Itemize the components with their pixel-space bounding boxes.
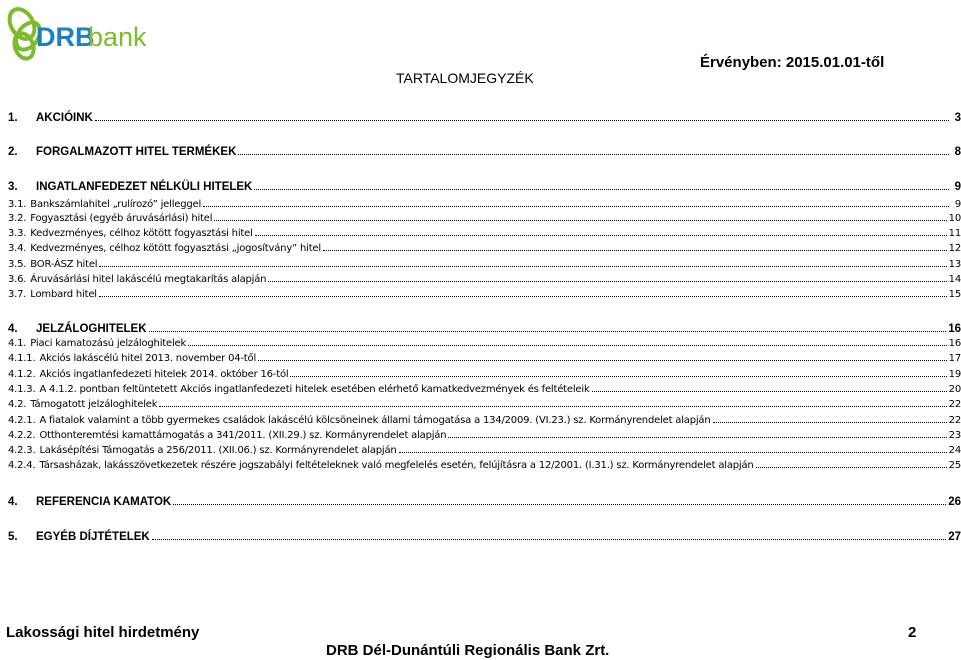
- toc-entry-page: 23: [948, 430, 961, 441]
- toc-entry-page: 16: [948, 338, 961, 349]
- toc-entry-page: 22: [948, 415, 961, 426]
- toc-dot-leader: [713, 421, 947, 423]
- toc-entry-label: Támogatott jelzáloghitelek: [30, 399, 158, 410]
- toc-entry-label: AKCIÓINK: [36, 112, 93, 124]
- toc-entry-number: 4.2.1.: [8, 415, 36, 426]
- toc-entry-label: Kedvezményes, célhoz kötött fogyasztási hitel: [30, 228, 253, 239]
- toc-section-entry[interactable]: [8, 228, 961, 239]
- toc-entry-label: REFERENCIA KAMATOK: [36, 496, 172, 508]
- footer-page-number: 2: [908, 624, 917, 641]
- toc-entry-page: 20: [948, 384, 961, 395]
- toc-entry-number: 4.1.3.: [8, 384, 36, 395]
- toc-entry-number: 4.1.1.: [8, 353, 36, 364]
- toc-entry-page: 17: [948, 353, 961, 364]
- svg-text:DRB: DRB: [36, 22, 95, 52]
- toc-dot-leader: [290, 375, 946, 377]
- toc-dot-leader: [399, 451, 947, 453]
- toc-entry-number: 3.2.: [8, 213, 27, 224]
- toc-dot-leader: [756, 466, 947, 468]
- toc-section-entry[interactable]: [8, 430, 961, 441]
- toc-dot-leader: [258, 359, 947, 361]
- toc-entry-number: 2.: [8, 146, 18, 158]
- toc-section-entry[interactable]: [8, 460, 961, 471]
- toc-entry-label: Akciós ingatlanfedezeti hitelek 2014. október 16-tól: [39, 369, 289, 380]
- toc-entry-number: 4.2.2.: [8, 430, 36, 441]
- toc-entry-label: BOR-ÁSZ hitel: [30, 259, 98, 270]
- toc-dot-leader: [323, 249, 947, 251]
- toc-entry-number: 4.1.: [8, 338, 27, 349]
- footer-bank-name: DRB Dél-Dunántúli Regionális Bank Zrt.: [326, 642, 610, 659]
- toc-chapter-entry[interactable]: [8, 496, 961, 508]
- toc-entry-page: 14: [948, 274, 961, 285]
- toc-heading: TARTALOMJEGYZÉK: [396, 70, 534, 86]
- toc-entry-page: 15: [948, 289, 961, 300]
- toc-dot-leader: [173, 503, 946, 505]
- toc-entry-label: A fiatalok valamint a több gyermekes családok lakáscélú kölcsöneinek állami támogatása a 134/2009. (VI.23.) sz. Kormányrendelet alapján: [39, 415, 711, 426]
- toc-section-entry[interactable]: [8, 213, 961, 224]
- toc-entry-number: 3.4.: [8, 243, 27, 254]
- toc-chapter-entry[interactable]: [8, 181, 961, 193]
- toc-section-entry[interactable]: [8, 399, 961, 410]
- toc-dot-leader: [152, 538, 946, 540]
- toc-entry-number: 4.2.4.: [8, 460, 36, 471]
- toc-section-entry[interactable]: [8, 289, 961, 300]
- toc-entry-page: 9: [954, 181, 961, 193]
- toc-dot-leader: [203, 205, 949, 207]
- toc-dot-leader: [95, 119, 949, 121]
- toc-entry-label: INGATLANFEDEZET NÉLKÜLI HITELEK: [36, 181, 253, 193]
- toc-entry-label: FORGALMAZOTT HITEL TERMÉKEK: [36, 146, 237, 158]
- toc-dot-leader: [255, 234, 947, 236]
- toc-section-entry[interactable]: [8, 338, 961, 349]
- toc-entry-label: A 4.1.2. pontban feltüntetett Akciós ingatlanfedezeti hitelek esetében elérhető kamatkedvezmények és feltételeik: [39, 384, 590, 395]
- toc-entry-number: 5.: [8, 531, 18, 543]
- toc-entry-page: 27: [948, 531, 961, 543]
- toc-entry-number: 3.6.: [8, 274, 27, 285]
- toc-entry-page: 19: [948, 369, 961, 380]
- toc-section-entry[interactable]: [8, 353, 961, 364]
- toc-entry-label: Társasházak, lakásszövetkezetek részére jogszabályi feltételeknek való megfelelés esetén, felújításra a 12/2001. (I.31.) sz. Kormányrendelet alapján: [39, 460, 754, 471]
- toc-entry-number: 3.3.: [8, 228, 27, 239]
- toc-chapter-entry[interactable]: [8, 531, 961, 543]
- toc-entry-label: Lombard hitel: [30, 289, 97, 300]
- toc-entry-page: 8: [954, 146, 961, 158]
- toc-entry-number: 3.: [8, 181, 18, 193]
- toc-entry-page: 9: [954, 199, 961, 210]
- toc-entry-page: 26: [948, 496, 961, 508]
- toc-section-entry[interactable]: [8, 259, 961, 270]
- toc-entry-page: 24: [948, 445, 961, 456]
- toc-entry-number: 4.2.: [8, 399, 27, 410]
- footer-divider: [4, 606, 956, 607]
- toc-dot-leader: [99, 265, 946, 267]
- toc-entry-label: JELZÁLOGHITELEK: [36, 323, 147, 335]
- drb-bank-logo: [4, 2, 147, 66]
- toc-dot-leader: [268, 280, 946, 282]
- toc-entry-page: 12: [948, 243, 961, 254]
- toc-entry-label: Otthonteremtési kamattámogatás a 341/2011. (XII.29.) sz. Kormányrendelet alapján: [39, 430, 447, 441]
- toc-entry-page: 11: [948, 228, 961, 239]
- toc-entry-number: 1.: [8, 112, 18, 124]
- toc-dot-leader: [592, 390, 947, 392]
- toc-section-entry[interactable]: [8, 243, 961, 254]
- toc-dot-leader: [214, 219, 946, 221]
- toc-dot-leader: [254, 188, 949, 190]
- toc-entry-number: 3.7.: [8, 289, 27, 300]
- toc-section-entry[interactable]: [8, 199, 961, 210]
- toc-section-entry[interactable]: [8, 415, 961, 426]
- toc-entry-number: 3.5.: [8, 259, 27, 270]
- toc-section-entry[interactable]: [8, 369, 961, 380]
- footer-document-title: Lakossági hitel hirdetmény: [6, 624, 200, 641]
- toc-entry-page: 22: [948, 399, 961, 410]
- toc-section-entry[interactable]: [8, 384, 961, 395]
- toc-section-entry[interactable]: [8, 445, 961, 456]
- toc-entry-label: EGYÉB DÍJTÉTELEK: [36, 531, 150, 543]
- toc-entry-label: Fogyasztási (egyéb áruvásárlási) hitel: [30, 213, 213, 224]
- toc-entry-number: 4.2.3.: [8, 445, 36, 456]
- toc-entry-page: 13: [948, 259, 961, 270]
- toc-entry-page: 3: [954, 112, 961, 124]
- toc-entry-page: 10: [948, 213, 961, 224]
- toc-entry-number: 4.: [8, 323, 18, 335]
- toc-chapter-entry[interactable]: [8, 323, 961, 335]
- toc-entry-number: 4.: [8, 496, 18, 508]
- toc-dot-leader: [159, 405, 946, 407]
- toc-entry-page: 16: [948, 323, 961, 335]
- toc-section-entry[interactable]: [8, 274, 961, 285]
- toc-dot-leader: [149, 330, 947, 332]
- toc-entry-label: Akciós lakáscélú hitel 2013. november 04-től: [39, 353, 257, 364]
- toc-dot-leader: [238, 153, 949, 155]
- toc-entry-label: Lakásépítési Támogatás a 256/2011. (XII.06.) sz. Kormányrendelet alapján: [39, 445, 397, 456]
- toc-chapter-entry[interactable]: [8, 112, 961, 124]
- toc-entry-number: 3.1.: [8, 199, 27, 210]
- toc-entry-label: Áruvásárlási hitel lakáscélú megtakarítás alapján: [30, 274, 267, 285]
- toc-dot-leader: [448, 436, 946, 438]
- toc-entry-label: Piaci kamatozású jelzáloghitelek: [30, 338, 187, 349]
- validity-date: Érvényben: 2015.01.01-től: [700, 54, 885, 71]
- toc-dot-leader: [188, 344, 947, 346]
- toc-entry-label: Bankszámlahitel „rulírozó” jelleggel: [30, 199, 202, 210]
- svg-text:bank: bank: [88, 22, 147, 52]
- toc-dot-leader: [99, 295, 947, 297]
- toc-chapter-entry[interactable]: [8, 146, 961, 158]
- toc-entry-number: 4.1.2.: [8, 369, 36, 380]
- toc-entry-label: Kedvezményes, célhoz kötött fogyasztási „jogosítvány” hitel: [30, 243, 321, 254]
- toc-entry-page: 25: [948, 460, 961, 471]
